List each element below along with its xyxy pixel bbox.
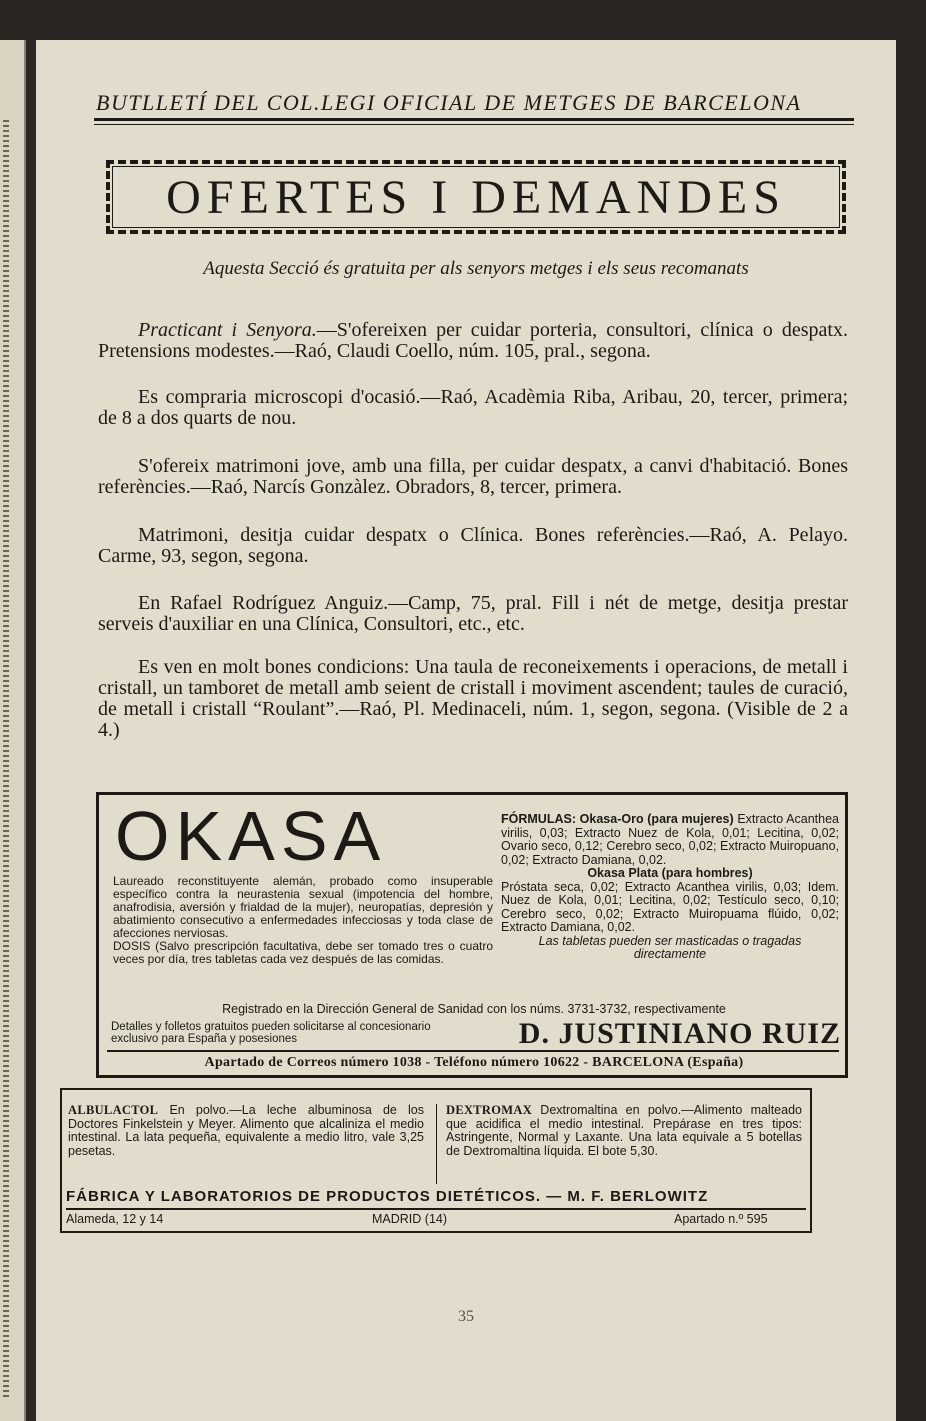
- section-title-box: [106, 160, 846, 234]
- listing: [98, 657, 848, 741]
- listing-text: —S'ofereixen per cuidar porteria, consultori, clínica o despatx. Pretensions modestes.—Raó, Claudi Coello, núm. 105, pral., segona.: [98, 319, 848, 362]
- dextromax-name: DEXTROMAX: [446, 1103, 533, 1117]
- berlowitz-advertisement: [60, 1088, 812, 1233]
- albulactol-block: [68, 1104, 424, 1158]
- section-title: OFERTES I DEMANDES: [112, 166, 840, 228]
- okasa-detalles: Detalles y folletos gratuitos pueden solicitarse al concesionario exclusivo para España y posesiones: [111, 1021, 431, 1045]
- berlowitz-address: Alameda, 12 y 14: [66, 1212, 164, 1226]
- okasa-dosis: DOSIS (Salvo prescripción facultativa, debe ser tomado tres o cuatro veces por día, tres tabletas cada vez después de las comidas.: [113, 939, 493, 966]
- listing-text: S'ofereix matrimoni jove, amb una filla, per cuidar despatx, a canvi d'habitació. Bones referències.—Raó, Narcís Gonzàlez. Obradors, 8, tercer, primera.: [98, 455, 848, 498]
- column-divider: [436, 1104, 437, 1184]
- adjacent-page-edge: [0, 40, 26, 1421]
- running-header: BUTLLETÍ DEL COL.LEGI OFICIAL DE METGES DE BARCELONA: [96, 90, 802, 115]
- listing-text: En Rafael Rodríguez Anguiz.—Camp, 75, pral. Fill i nét de metge, desitja prestar serveis d'auxiliar en una Clínica, Consultori, etc., etc.: [98, 592, 848, 635]
- okasa-distributor: D. JUSTINIANO RUIZ: [518, 1017, 841, 1050]
- listing-text: Matrimoni, desitja cuidar despatx o Clínica. Bones referències.—Raó, A. Pelayo. Carme, 93, segon, segona.: [98, 524, 848, 567]
- listing: [98, 593, 848, 635]
- okasa-registro: Registrado en la Dirección General de Sanidad con los núms. 3731-3732, respectivamente: [222, 1002, 726, 1016]
- okasa-description: Laureado reconstituyente alemán, probado como insuperable específico contra la neurastenia sexual (impotencia del hombre, anafrodisia, aversión y frialdad de la mujer), neuropatías, depresión y abatimiento consecutivo a enfermedades infecciosas y toda clase de afecciones nerviosas.: [113, 874, 493, 940]
- header-rule-thick: [94, 118, 854, 121]
- okasa-contact: Apartado de Correos número 1038 - Teléfono número 10622 - BARCELONA (España): [204, 1055, 744, 1070]
- section-subtitle: Aquesta Secció és gratuita per als senyors metges i els seus recomanats: [203, 258, 749, 279]
- okasa-formulas-oro: Extracto Acanthea virilis, 0,03; Extracto Nuez de Kola, 0,01; Lecitina, 0,02; Ovario seco, 0,12; Cerebro seco, 0,02; Extracto Muiropuano, 0,02; Extracto Damiana, 0,02.: [501, 812, 839, 867]
- albulactol-text: En polvo.—La leche albuminosa de los Doctores Finkelstein y Meyer. Alimento que alcaliniza el medio intestinal. La lata pequeña, equivalente a medio litro, vale 3,25 pesetas.: [68, 1103, 424, 1158]
- dextromax-text: Dextromaltina en polvo.—Alimento malteado que acidifica el medio intestinal. Prepárase en tres tipos: Astringente, Normal y Laxante. Una lata equivale a 5 botellas de Dextromaltina líquida. El bote 5,30.: [446, 1103, 802, 1158]
- okasa-formulas-block: [501, 813, 839, 962]
- listing: [98, 525, 848, 567]
- berlowitz-divider: [66, 1208, 806, 1210]
- document-page: [36, 40, 896, 1421]
- okasa-note: Las tabletas pueden ser masticadas o tragadas directamente: [538, 933, 802, 961]
- berlowitz-apartado: Apartado n.º 595: [674, 1212, 768, 1226]
- listing: [98, 320, 848, 362]
- page-number: 35: [458, 1308, 474, 1325]
- okasa-plata-label: Okasa Plata (para hombres): [587, 866, 753, 880]
- listing: [98, 456, 848, 498]
- okasa-divider: [107, 1050, 839, 1052]
- listing: [98, 387, 848, 429]
- okasa-formulas-label: FÓRMULAS: Okasa-Oro (para mujeres): [501, 812, 734, 826]
- okasa-brand: OKASA: [115, 797, 387, 875]
- listing-text: Es ven en molt bones condicions: Una taula de reconeixements i operacions, de metall i cristall, un tamboret de metall amb seient de cristall i moviment ascendent; taules de curació, de metall i cristall “Roulant”.—Raó, Pl. Medinaceli, núm. 1, segon, segona. (Visible de 2 a 4.): [98, 656, 848, 741]
- albulactol-name: ALBULACTOL: [68, 1103, 159, 1117]
- header-rule-thin: [94, 124, 854, 125]
- okasa-formulas-plata: Próstata seca, 0,02; Extracto Acanthea virilis, 0,03; Idem. Nuez de Kola, 0,01; Lecitina, 0,02; Testículo seco, 0,10; Cerebro seco, 0,02; Extracto Muiropuama flúido, 0,02; Extracto Damiana, 0,02.: [501, 879, 839, 934]
- okasa-advertisement: [96, 792, 848, 1078]
- berlowitz-city: MADRID (14): [372, 1212, 448, 1226]
- dextromax-block: [446, 1104, 802, 1158]
- okasa-description-block: [113, 875, 493, 966]
- listing-lead: Practicant i Senyora.: [138, 319, 317, 341]
- listing-text: Es compraria microscopi d'ocasió.—Raó, Acadèmia Riba, Aribau, 20, tercer, primera; de 8 a dos quarts de nou.: [98, 386, 848, 429]
- berlowitz-factory: FÁBRICA Y LABORATORIOS DE PRODUCTOS DIETÉTICOS. — M. F. BERLOWITZ: [66, 1188, 709, 1205]
